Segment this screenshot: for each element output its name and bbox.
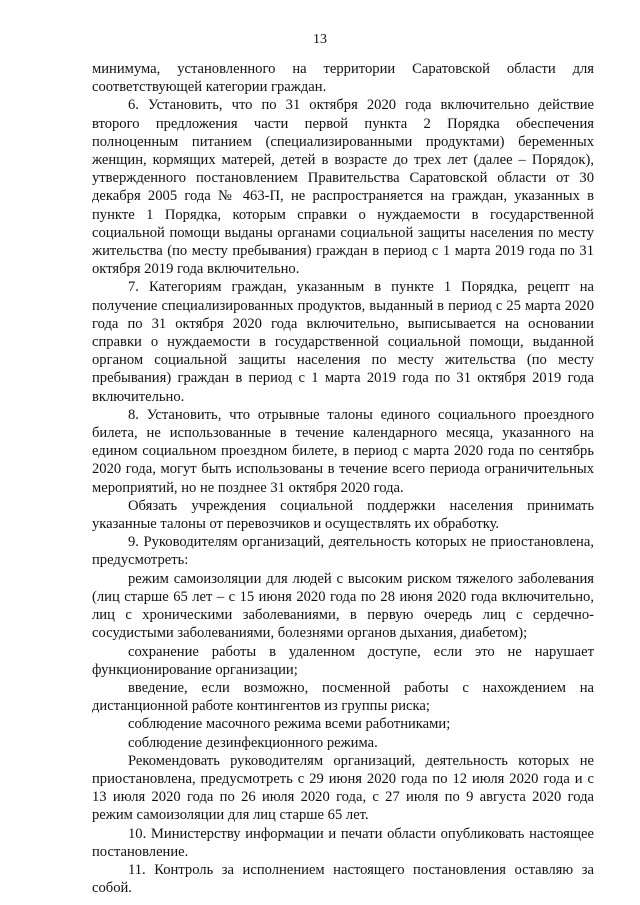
paragraph-self-isolation: режим самоизоляции для людей с высоким риском тяжелого заболевания (лиц старше 65 лет – с 15 июня 2020 года по 28 июня 2020 года включительно, лиц с хроническими заболеваниями, в первую очередь лиц с сердечно-сосудистыми заболеваниями, болезнями органов дыхания, диабетом); (92, 570, 594, 642)
paragraph-recommendation: Рекомендовать руководителям организаций, деятельность которых не приостановлена, предусмотреть с 29 июня 2020 года по 12 июля 2020 года и с 13 июля 2020 года по 26 июля 2020 года, с 27 июля по 9 августа 2020 года режим самоизоляции для лиц старше 65 лет. (92, 752, 594, 824)
paragraph-obligation: Обязать учреждения социальной поддержки населения принимать указанные талоны от перевозчиков и осуществлять их обработку. (92, 497, 594, 533)
paragraph-remote-work: сохранение работы в удаленном доступе, если это не нарушает функционирование организации; (92, 643, 594, 678)
paragraph-item-6: 6. Установить, что по 31 октября 2020 года включительно действие второго предложения части первой пункта 2 Порядка обеспечения полноценным питанием (специализированными продуктами) беременных женщин, кормящих матерей, детей в возрасте до трех лет (далее – Порядок), утвержденного постановлением Правительства Саратовской области от 30 декабря 2005 года № 463-П, не распространяется на граждан, указанных в пункте 1 Порядка, которым справки о нуждаемости в государственной социальной помощи выданы органами социальной защиты населения по месту жительства (по месту пребывания) граждан в период с 1 марта 2019 года по 31 октября 2019 года включительно. (92, 97, 594, 278)
paragraph-continuation: минимума, установленного на территории Саратовской области для соответствующей категории граждан. (92, 61, 594, 96)
paragraph-shift-work: введение, если возможно, посменной работы с нахождением на дистанционной работе контингентов из группы риска; (92, 679, 594, 715)
paragraph-mask-regime: соблюдение масочного режима всеми работниками; (128, 716, 451, 733)
paragraph-item-8: 8. Установить, что отрывные талоны единого социального проездного билета, не использованные в течение календарного месяца, указанного на едином социальном проездном билете, в период с марта 2020 года по сентябрь 2020 года, могут быть использованы в течение всего периода ограничительных мероприятий, но не позднее 31 октября 2020 года. (92, 406, 594, 496)
paragraph-item-9: 9. Руководителям организаций, деятельность которых не приостановлена, предусмотреть: (92, 534, 594, 569)
document-body (92, 60, 594, 897)
paragraph-item-11: 11. Контроль за исполнением настоящего постановления оставляю за собой. (92, 861, 594, 897)
page-number: 13 (313, 32, 327, 47)
paragraph-disinfection: соблюдение дезинфекционного режима. (128, 734, 378, 751)
paragraph-item-10: 10. Министерству информации и печати области опубликовать настоящее постановление. (92, 825, 594, 860)
paragraph-item-7: 7. Категориям граждан, указанным в пункте 1 Порядка, рецепт на получение специализированных продуктов, выданный в период с 25 марта 2020 года по 31 октября 2020 года включительно, выписывается на основании справки о нуждаемости в государственной социальной помощи, выданной органом социальной защиты населения по месту жительства (по месту пребывания) граждан в период с 1 марта 2019 года по 31 октября 2019 года включительно. (92, 279, 594, 405)
